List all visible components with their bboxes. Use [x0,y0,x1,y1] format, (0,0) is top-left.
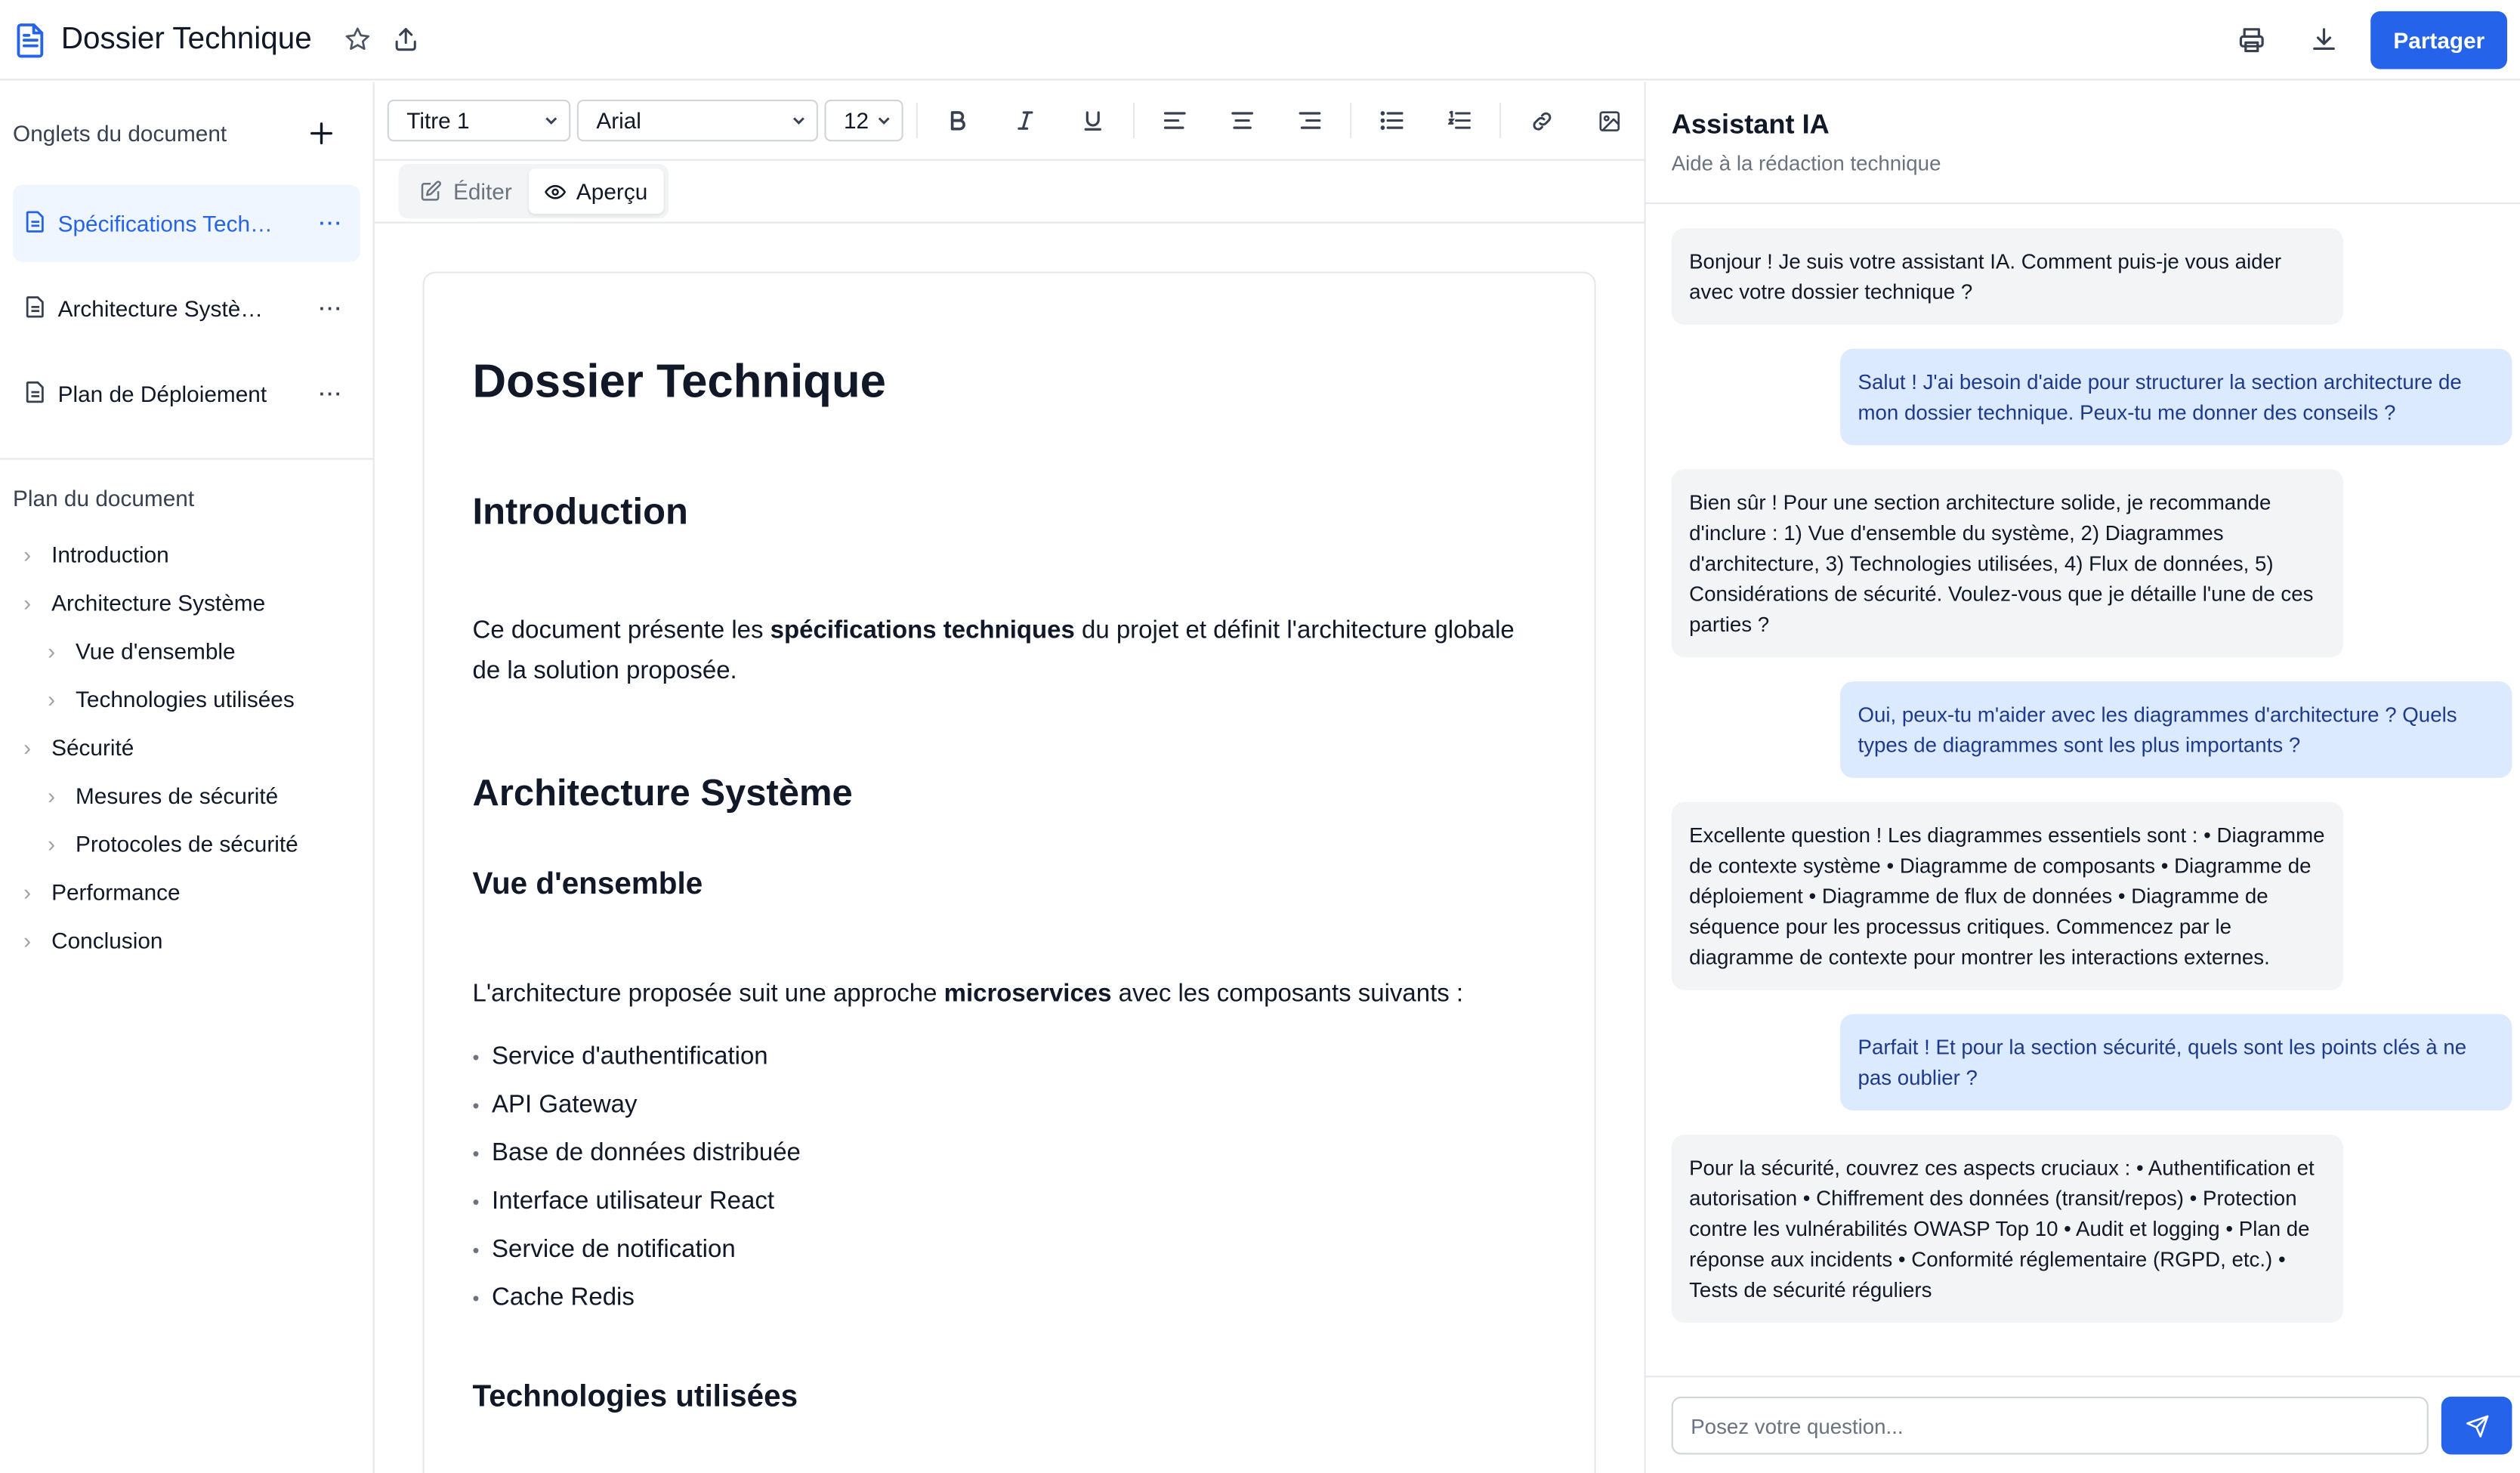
user-message: Parfait ! Et pour la section sécurité, quels sont les points clés à ne pas oublier ? [1840,1014,2512,1111]
outline-item-mesures[interactable] [0,771,373,820]
file-icon [26,295,45,322]
assistant-subtitle: Aide à la rédaction technique [1671,150,1941,175]
pencil-icon [419,180,442,202]
preview-mode-button[interactable] [528,168,663,214]
chevron-down-icon [791,113,807,128]
section-heading-introduction: Introduction [472,489,688,533]
outline-label: Conclusion [51,927,163,953]
chevron-right-icon: › [23,879,32,905]
components-list [473,1033,1546,1323]
link-icon[interactable] [1514,97,1568,145]
toolbar-separator [1350,103,1351,138]
editor-panel [375,82,1644,1473]
outline-item-introduction[interactable] [0,530,373,579]
outline-item-technologies[interactable] [0,675,373,724]
outline-item-protocoles[interactable] [0,820,373,868]
assistant-panel [1644,82,2520,1473]
share-button[interactable]: Partager [2371,11,2507,69]
subsection-heading-overview: Vue d'ensemble [472,867,703,902]
font-select[interactable] [577,100,818,141]
tabs-section-title: Onglets du document [13,120,227,147]
outline-label: Protocoles de sécurité [75,830,298,857]
ai-message: Bonjour ! Je suis votre assistant IA. Comment puis-je vous aider avec votre dossier technique ? [1672,228,2343,325]
list-item: • Cache Redis [472,1283,635,1312]
style-select[interactable] [388,100,571,141]
chevron-right-icon: › [23,927,32,953]
outline-item-conclusion[interactable] [0,916,373,965]
chat-input[interactable]: Posez votre question... [1672,1397,2429,1455]
format-toolbar [375,82,1644,161]
edit-mode-label: Éditer [452,178,512,205]
send-button[interactable] [2441,1397,2512,1455]
architecture-paragraph: L'architecture proposée suit une approche microservices avec les composants suivants : [472,980,1464,1008]
size-select[interactable] [824,100,903,141]
chevron-down-icon [543,113,559,128]
upload-icon[interactable] [382,15,431,63]
chevron-right-icon: › [48,638,56,664]
more-options-icon[interactable]: ··· [319,297,344,320]
chat-history[interactable] [1646,205,2520,1351]
header-bar [0,0,2520,80]
mode-toggle [399,164,669,218]
more-options-icon[interactable]: ··· [319,212,344,235]
italic-icon[interactable] [998,97,1052,145]
file-icon [26,380,45,407]
add-tab-icon[interactable] [305,117,338,150]
outline-item-performance[interactable] [0,868,373,916]
tab-label: Architecture Systè… [57,295,264,322]
document-title: Dossier Technique [60,21,312,56]
outline-label: Architecture Système [51,589,266,616]
outline-label: Technologies utilisées [75,686,295,712]
list-item: • Interface utilisateur React [472,1187,775,1215]
outline-label: Introduction [51,542,169,568]
toolbar-separator [916,103,918,138]
tab-item-deploiement[interactable] [13,355,360,432]
outline-label: Performance [51,879,181,905]
tabs-section-header [0,82,373,185]
chevron-right-icon: › [23,542,32,568]
bullet-list-icon[interactable] [1364,97,1419,145]
assistant-header [1646,82,2520,205]
more-options-icon[interactable]: ··· [319,382,344,406]
send-icon [2465,1413,2489,1437]
left-sidebar [0,82,375,1473]
chevron-down-icon [876,113,892,128]
tab-label: Plan de Déploiement [57,381,267,407]
ai-message: Bien sûr ! Pour une section architecture solide, je recommande d'inclure : 1) Vue d'ensemble du système, 2) Diagrammes d'architecture, 3) Technologies utilisées, 4) Flux de données, 5) Considérations de sécurité. Voulez-vous que je détaille l'une de ces parties ? [1672,469,2343,657]
list-item: • Service d'authentification [472,1042,768,1070]
outline-title: Plan du document [13,485,195,511]
align-center-icon[interactable] [1215,97,1269,145]
image-icon[interactable] [1582,97,1636,145]
outline-item-vue-ensemble[interactable] [0,627,373,675]
outline-item-architecture[interactable] [0,579,373,627]
section-heading-architecture: Architecture Système [472,771,853,814]
chevron-right-icon: › [48,686,56,712]
toolbar-separator [1133,103,1135,138]
document-heading: Dossier Technique [472,357,886,409]
toolbar-separator [1499,103,1501,138]
subsection-heading-technologies: Technologies utilisées [472,1380,798,1415]
star-icon[interactable] [334,15,382,63]
print-icon[interactable] [2228,15,2276,63]
list-item: • Service de notification [472,1236,736,1264]
underline-icon[interactable] [1066,97,1120,145]
list-item: • API Gateway [472,1091,638,1119]
tab-label: Spécifications Tech… [57,210,273,236]
document-icon [13,22,48,57]
outline-item-securite[interactable] [0,723,373,771]
tab-item-specifications[interactable] [13,185,360,262]
download-icon[interactable] [2300,15,2349,63]
mode-bar [375,161,1644,224]
ai-message: Excellente question ! Les diagrammes essentiels sont : • Diagramme de contexte système • Diagramme de composants • Diagramme de déploiement • Diagramme de flux de données • Diagramme de séquence pour les processus critiques. Commencez par le diagramme de contexte pour montrer les interactions externes. [1672,802,2343,990]
document-page[interactable] [423,272,1596,1473]
outline-label: Sécurité [51,734,134,761]
align-left-icon[interactable] [1147,97,1202,145]
align-right-icon[interactable] [1283,97,1337,145]
style-select-value: Titre 1 [406,107,470,134]
edit-mode-button[interactable] [403,168,528,214]
chevron-right-icon: › [23,734,32,761]
numbered-list-icon[interactable] [1432,97,1487,145]
size-select-value: 12 [843,107,869,134]
list-item: • Base de données distribuée [472,1139,801,1167]
file-icon [26,210,45,237]
ai-message: Pour la sécurité, couvrez ces aspects cruciaux : • Authentification et autorisation • Chiffrement des données (transit/repos) • Protection contre les vulnérabilités OWASP Top 10 • Audit et logging • Plan de réponse aux incidents • Conformité réglementaire (RGPD, etc.) • Tests de sécurité réguliers [1672,1135,2343,1323]
tab-item-architecture[interactable] [13,270,360,347]
outline-label: Vue d'ensemble [75,638,236,664]
chevron-right-icon: › [48,783,56,809]
chevron-right-icon: › [23,589,32,616]
chat-input-area [1646,1376,2520,1473]
font-select-value: Arial [596,107,641,134]
eye-icon [544,181,565,202]
user-message: Oui, peux-tu m'aider avec les diagrammes d'architecture ? Quels types de diagrammes sont les plus importants ? [1840,681,2512,778]
bold-icon[interactable] [931,97,985,145]
user-message: Salut ! J'ai besoin d'aide pour structurer la section architecture de mon dossier technique. Peux-tu me donner des conseils ? [1840,349,2512,446]
preview-mode-label: Aperçu [576,178,648,205]
outline-label: Mesures de sécurité [75,783,279,809]
intro-paragraph: Ce document présente les spécifications techniques du projet et définit l'architecture globale de la solution proposée. [472,616,1515,685]
chevron-right-icon: › [48,830,56,857]
assistant-title: Assistant IA [1671,109,1830,141]
